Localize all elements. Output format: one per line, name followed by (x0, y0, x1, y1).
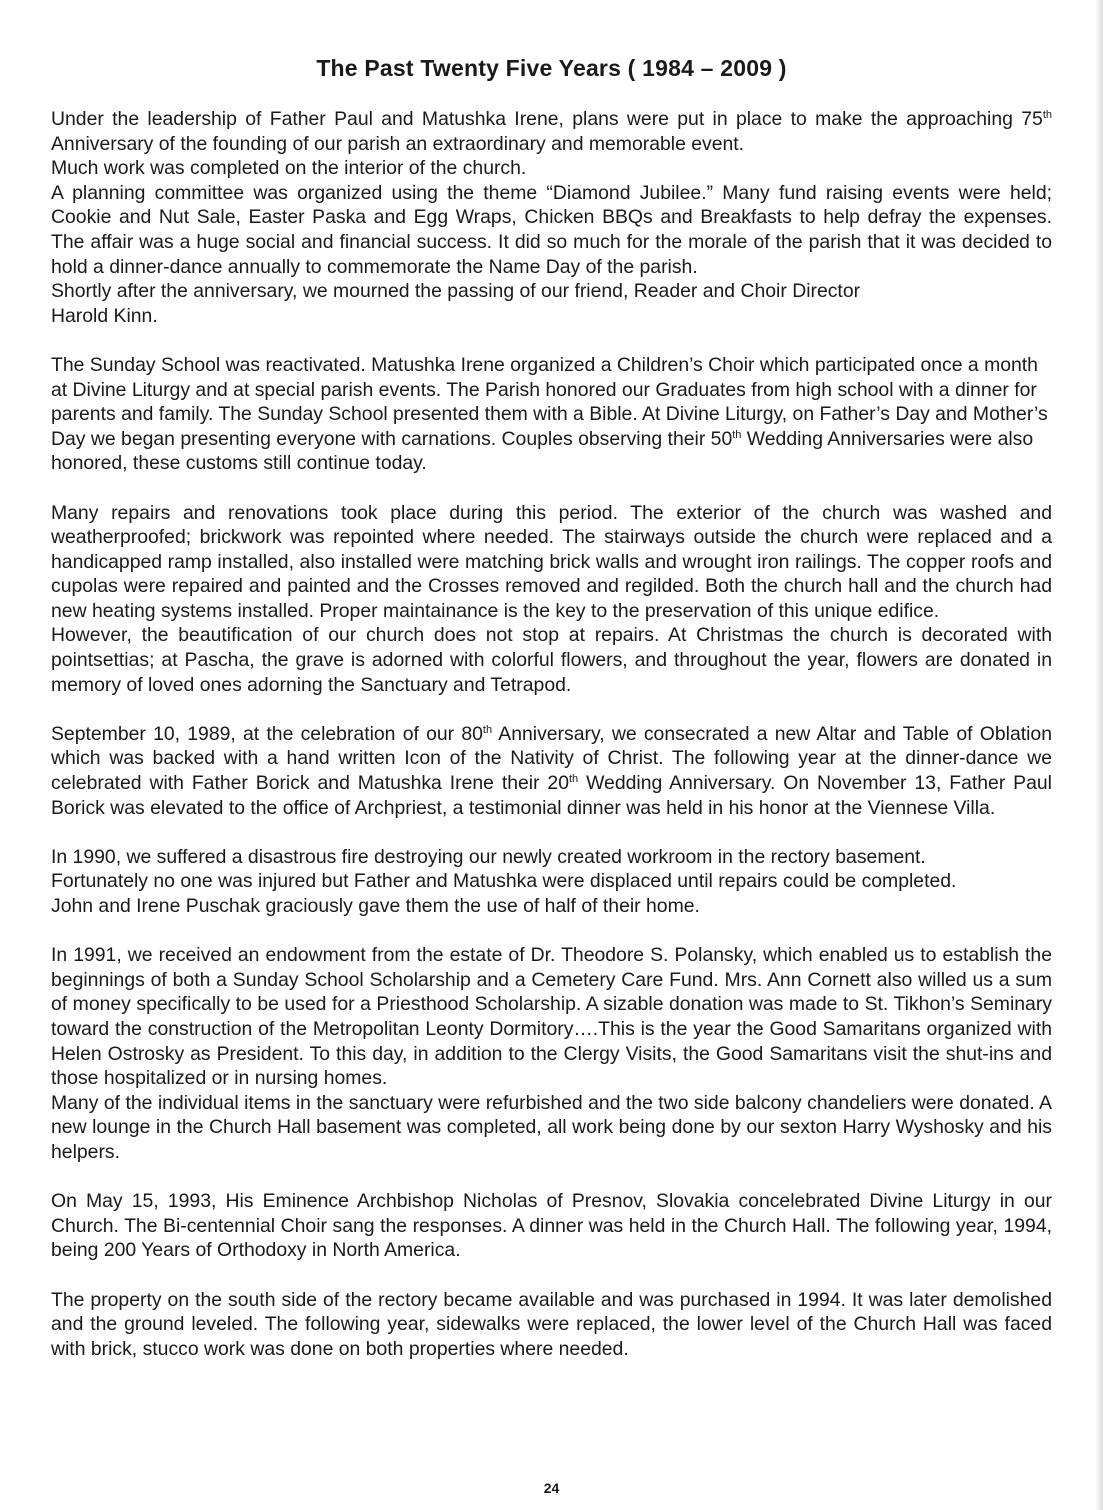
paragraph-harold-kinn: Harold Kinn. (51, 304, 158, 327)
paragraph-repairs: Many repairs and renovations took place during this period. The exterior of the church was washed and weatherproofed; brickwork was repointed where needed. The stairways outside the church were replaced and a handicapped ramp installed, also installed were matching brick walls and wrought iron railings. The copper roofs and cupolas were repaired and painted and the Crosses removed and regilded. Both the church hall and the church had new heating systems installed. Proper maintainance is the key to the preservation of this unique edifice. (51, 501, 1052, 622)
paragraph-puschak: John and Irene Puschak graciously gave them the use of half of their home. (51, 895, 700, 917)
paragraph-gap (51, 1263, 1052, 1288)
paragraph-gap (51, 697, 1052, 722)
paragraph-fire: In 1990, we suffered a disastrous fire destroying our newly created workroom in the rectory basement. (51, 845, 926, 868)
paragraph-gap (51, 476, 1052, 501)
paragraph-anniversary-plans: Under the leadership of Father Paul and Matushka Irene, plans were put in place to make the approaching 75th Anniversary of the founding of our parish an extraordinary and memorable event. (51, 108, 1052, 155)
paragraph-refurbished: Many of the individual items in the sanctuary were refurbished and the two side balcony chandeliers were donated. A new lounge in the Church Hall basement was completed, all work being done by our sexton Harry Wyshosky and his helpers. (51, 1091, 1052, 1163)
paragraph-sunday-school: The Sunday School was reactivated. Matushka Irene organized a Children’s Choir which participated once a month at Divine Liturgy and at special parish events. The Parish honored our Graduates from high school with a dinner for parents and family. The Sunday School presented them with a Bible. At Divine Liturgy, on Father’s Day and Mother’s Day we began presenting everyone with carnations. Couples observing their 50th Wedding Anniversaries were also honored, these customs still continue today. (51, 353, 1048, 475)
paragraph-displaced: Fortunately no one was injured but Father and Matushka were displaced until repairs could be completed. (51, 870, 957, 893)
paragraph-beautification: However, the beautification of our church does not stop at repairs. At Christmas the church is decorated with pointsettias; at Pascha, the grave is adorned with colorful flowers, and throughout the year, flowers are donated in memory of loved ones adorning the Sanctuary and Tetrapod. (51, 624, 1052, 696)
scan-edge-shadow (1095, 0, 1103, 1510)
paragraph-diamond-jubilee: A planning committee was organized using the theme “Diamond Jubilee.” Many fund raising events were held; Cookie and Nut Sale, Easter Paska and Egg Wraps, Chicken BBQs and Breakfasts to help defray the expenses. The affair was a huge social and financial success. It did so much for the morale of the parish that it was decided to hold a dinner-dance annually to commemorate the Name Day of the parish. (51, 181, 1052, 278)
paragraph-south-property: The property on the south side of the rectory became available and was purchased in 1994. It was later demolished and the ground leveled. The following year, sidewalks were replaced, the lower level of the Church Hall was faced with brick, stucco work was done on both properties where needed. (51, 1288, 1052, 1360)
paragraph-gap (51, 820, 1052, 845)
paragraph-gap (51, 328, 1052, 353)
paragraph-gap (51, 919, 1052, 944)
page-number: 24 (543, 1480, 560, 1496)
paragraph-endowment: In 1991, we received an endowment from the estate of Dr. Theodore S. Polansky, which enabled us to establish the beginnings of both a Sunday School Scholarship and a Cemetery Care Fund. Mrs. Ann Cornett also willed us a sum of money specifically to be used for a Priesthood Scholarship. A sizable donation was made to St. Tikhon’s Seminary toward the construction of the Metropolitan Leonty Dormitory….This is the year the Good Samaritans organized with Helen Ostrosky as President. To this day, in addition to the Clergy Visits, the Good Samaritans visit the shut-ins and those hospitalized or in nursing homes. (51, 944, 1052, 1090)
paragraph-archbishop-visit: On May 15, 1993, His Eminence Archbishop Nicholas of Presnov, Slovakia concelebrated Divine Liturgy in our Church. The Bi-centennial Choir sang the responses. A dinner was held in the Church Hall. The following year, 1994, being 200 Years of Orthodoxy in North America. (51, 1190, 1052, 1262)
paragraph-gap (51, 1165, 1052, 1190)
paragraph-mourning: Shortly after the anniversary, we mourned the passing of our friend, Reader and Choir Director (51, 280, 861, 303)
paragraph-interior-work: Much work was completed on the interior of the church. (51, 157, 527, 180)
paragraph-80th-anniversary: September 10, 1989, at the celebration of our 80th Anniversary, we consecrated a new Altar and Table of Oblation which was backed with a hand written Icon of the Nativity of Christ. The following year at the dinner-dance we celebrated with Father Borick and Matushka Irene their 20th Wedding Anniversary. On November 13, Father Paul Borick was elevated to the office of Archpriest, a testimonial dinner was held in his honor at the Viennese Villa. (51, 722, 1052, 819)
document-body (51, 107, 1052, 1361)
page-title: The Past Twenty Five Years ( 1984 – 2009 ) (316, 55, 787, 81)
